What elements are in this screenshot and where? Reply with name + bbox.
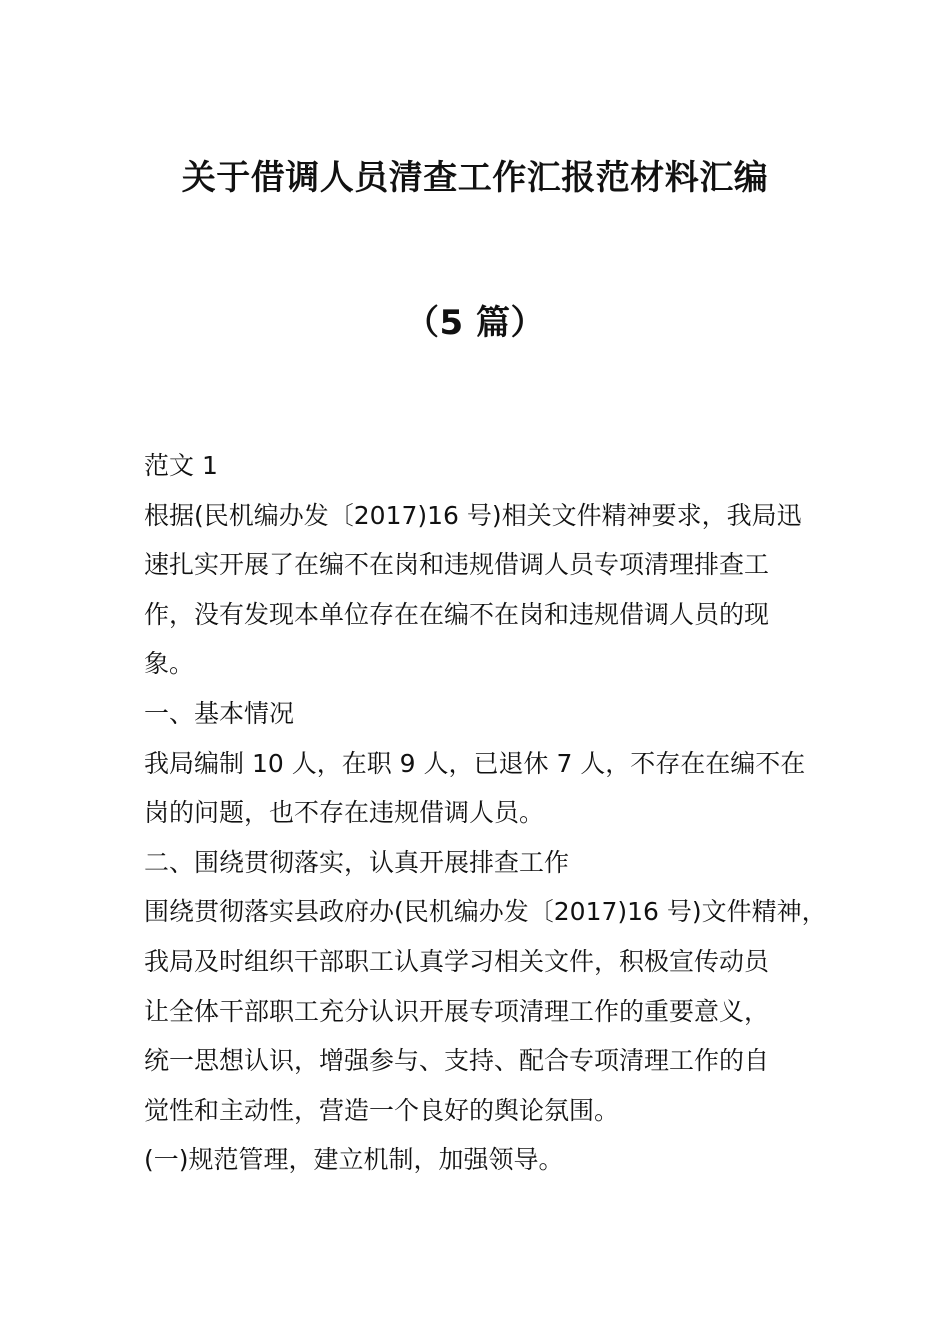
paragraph-line: 觉性和主动性，营造一个良好的舆论氛围。 [144, 1095, 620, 1125]
paragraph-line: 作，没有发现本单位存在在编不在岗和违规借调人员的现 [144, 599, 770, 629]
paragraph-line: 我局及时组织干部职工认真学习相关文件，积极宣传动员 [144, 946, 770, 976]
paragraph-line: 速扎实开展了在编不在岗和违规借调人员专项清理排查工 [144, 550, 770, 580]
paragraph-line: 让全体干部职工充分认识开展专项清理工作的重要意义， [144, 996, 770, 1026]
paragraph-line: 象。 [144, 649, 195, 679]
paragraph-line: 我局编制 10 人，在职 9 人，已退休 7 人，不存在在编不在 [144, 748, 806, 778]
document-subtitle: （5 篇） [405, 303, 545, 343]
subsection-heading: (一)规范管理，建立机制，加强领导。 [144, 1145, 564, 1175]
paragraph-line: 统一思想认识，增强参与、支持、配合专项清理工作的自 [144, 1046, 770, 1076]
section-label: 范文 1 [144, 451, 218, 480]
section-heading: 二、围绕贯彻落实，认真开展排查工作 [144, 847, 570, 877]
paragraph-line: 围绕贯彻落实县政府办(民机编办发〔2017)16 号)文件精神， [144, 897, 827, 927]
document-title: 关于借调人员清查工作汇报范材料汇编 [181, 158, 769, 198]
document-body [144, 441, 834, 1185]
paragraph-line: 根据(民机编办发〔2017)16 号)相关文件精神要求，我局迅 [144, 500, 802, 530]
section-heading: 一、基本情况 [144, 698, 295, 728]
paragraph-line: 岗的问题，也不存在违规借调人员。 [144, 798, 545, 828]
